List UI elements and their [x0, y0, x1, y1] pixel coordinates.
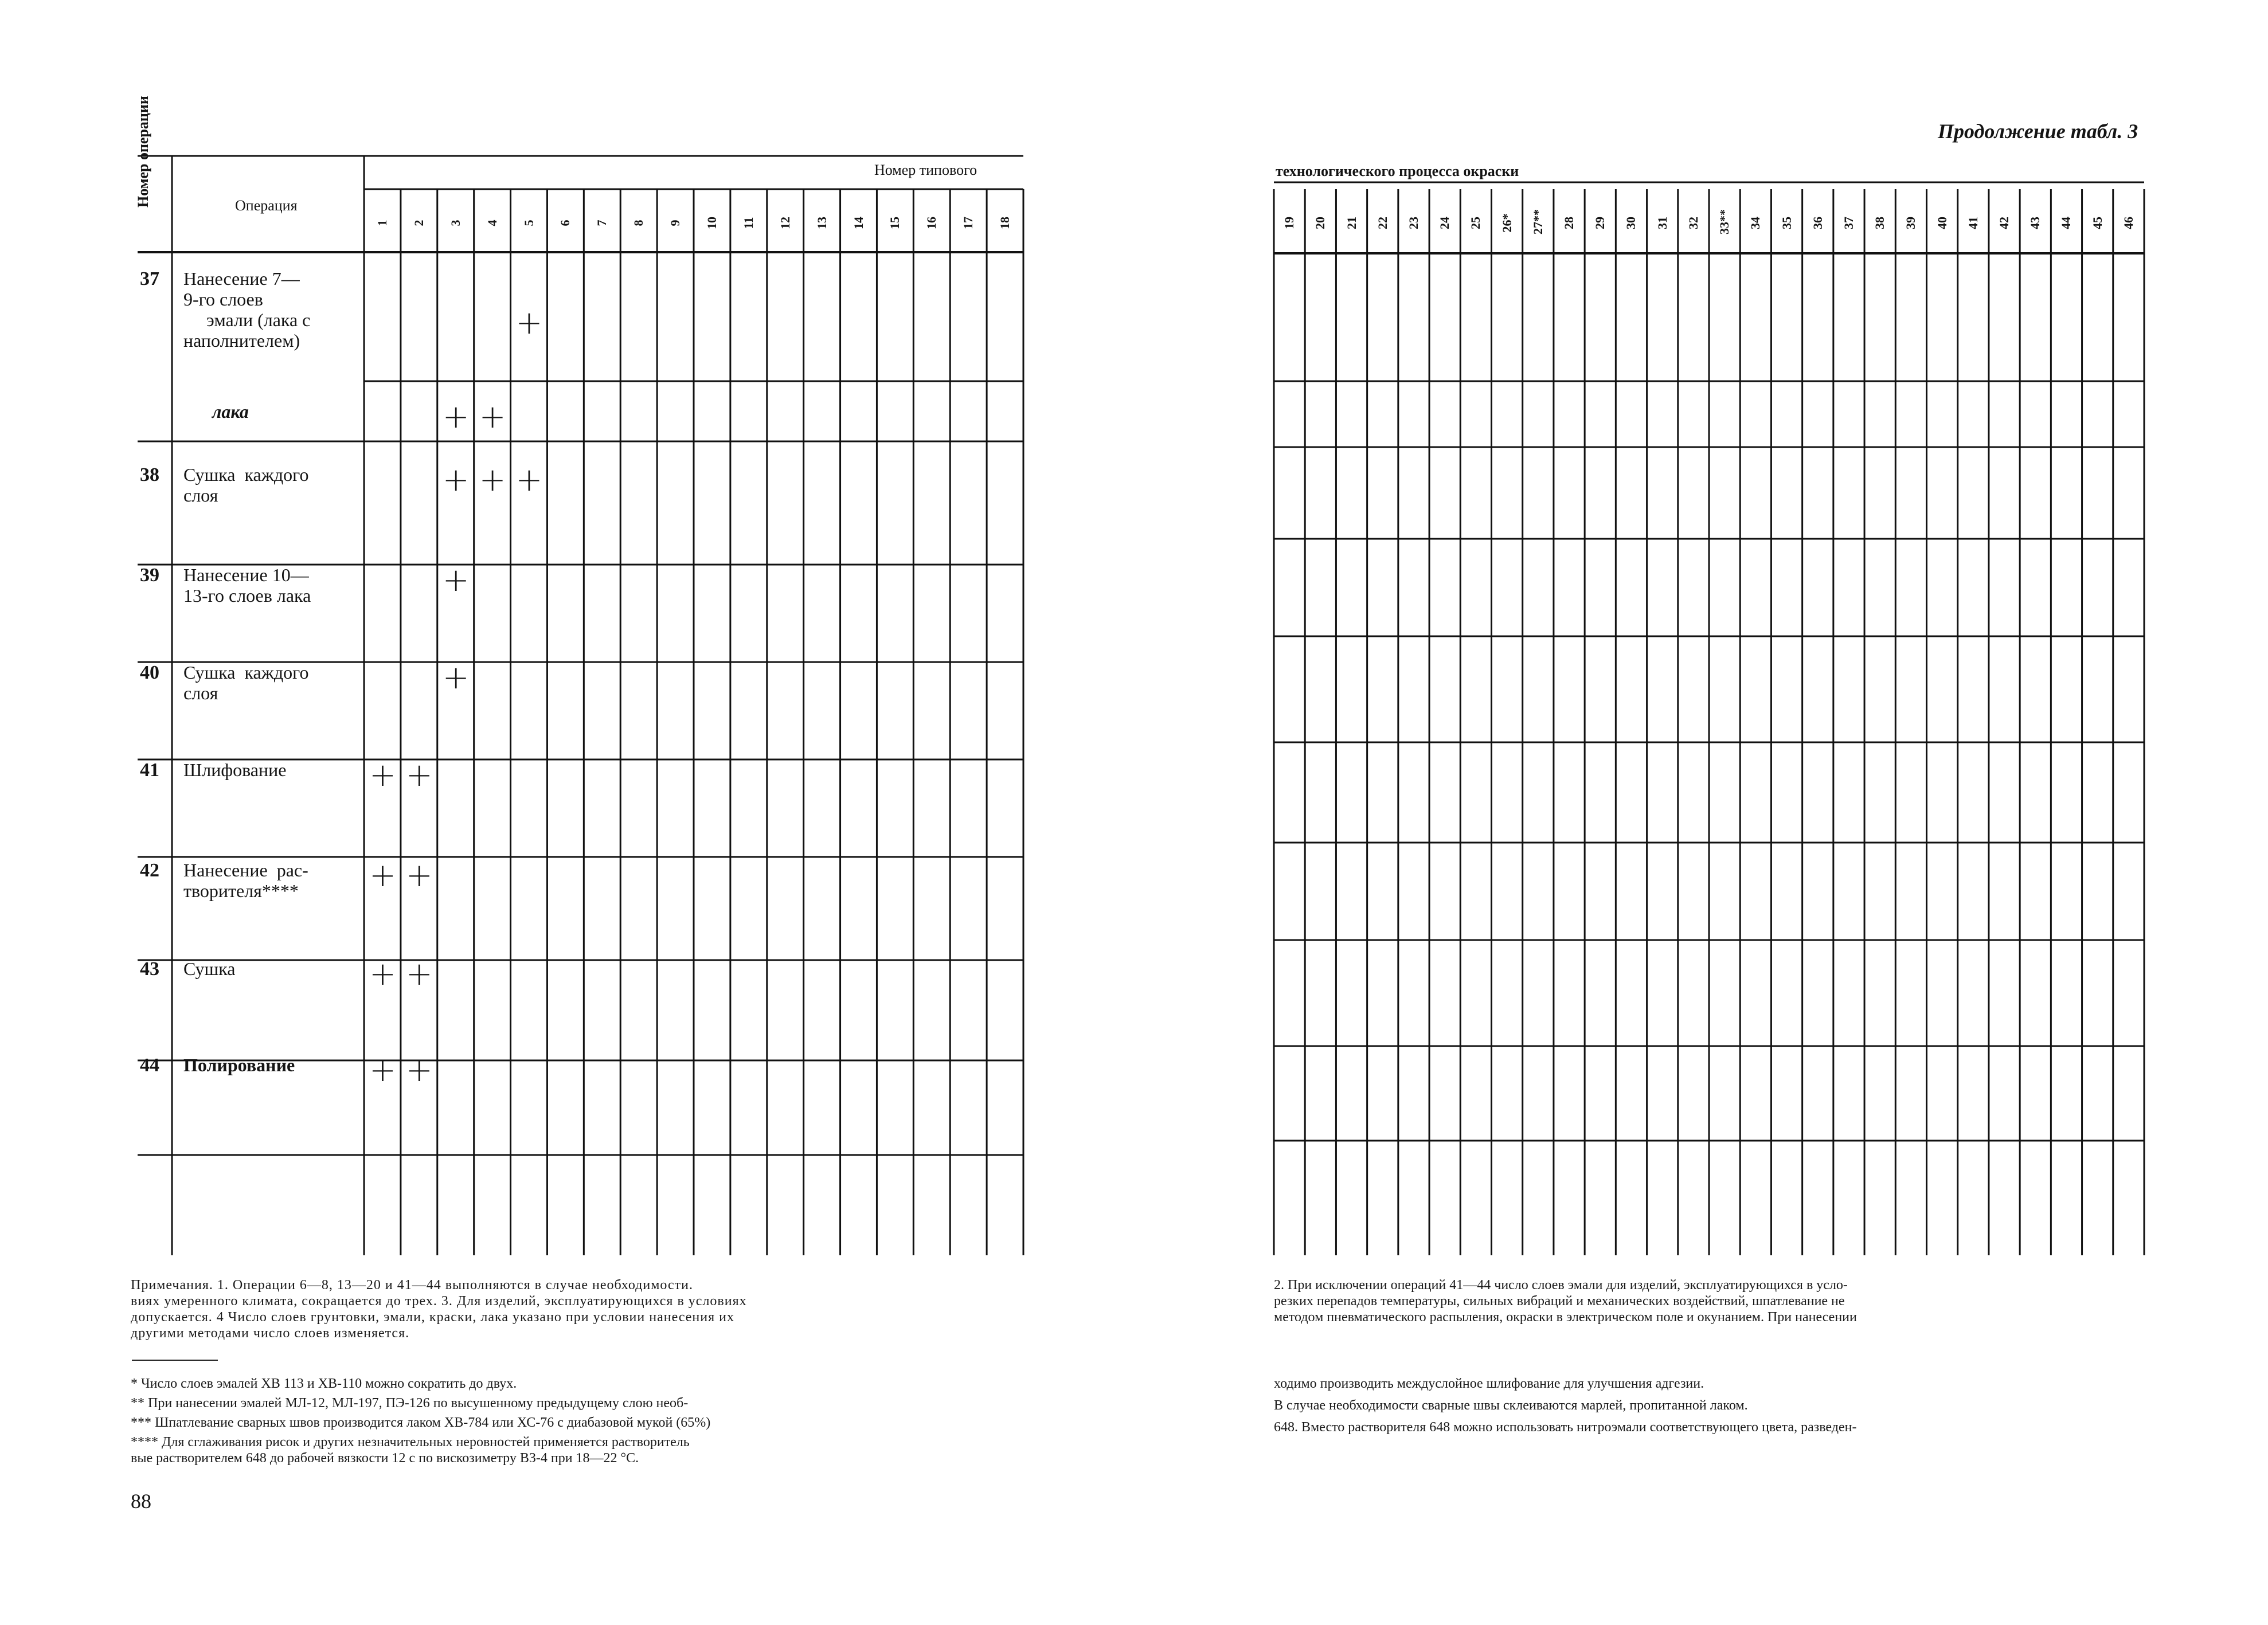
column-number: 40	[1934, 217, 1949, 229]
column-number: 25	[1468, 217, 1483, 229]
operation-number: 38	[140, 464, 159, 485]
operation-number: 43	[140, 958, 159, 980]
column-number: 33**	[1717, 209, 1732, 234]
column-number: 23	[1406, 217, 1421, 229]
plus-mark: +	[479, 398, 506, 436]
column-number: 30	[1624, 217, 1639, 229]
plus-mark: +	[405, 956, 433, 993]
column-number: 36	[1810, 217, 1825, 229]
column-number: 29	[1593, 217, 1608, 229]
header-op-number: Номер операции	[135, 96, 151, 207]
operation-name: Сушка каждого слоя	[183, 464, 309, 506]
column-number: 7	[595, 220, 609, 226]
plus-mark: +	[442, 398, 470, 436]
column-number: 45	[2090, 217, 2105, 229]
footnote: В случае необходимости сварные швы склеиваются марлей, пропитанной лаком.	[1274, 1398, 1748, 1413]
column-number: 32	[1686, 217, 1700, 229]
column-number: 42	[1997, 217, 2012, 229]
column-number: 1	[374, 220, 389, 226]
operation-name: Сушка каждого слоя	[183, 662, 309, 703]
header-operation: Операция	[235, 197, 298, 214]
column-number: 37	[1841, 217, 1856, 229]
column-number: 26*	[1499, 213, 1514, 233]
column-number: 19	[1282, 217, 1297, 229]
column-number: 10	[704, 217, 719, 229]
plus-mark: +	[369, 1052, 396, 1089]
column-number: 38	[1872, 217, 1887, 229]
column-number: 13	[814, 217, 829, 229]
column-number: 41	[1965, 217, 1980, 229]
operation-name: лака	[212, 401, 249, 422]
footnotes-right	[1274, 1376, 2168, 1435]
footnote: **** Для сглаживания рисок и других незначительных неровностей применяется растворитель	[131, 1435, 690, 1450]
operation-number: 41	[140, 759, 159, 781]
footnote: 648. Вместо растворителя 648 можно использовать нитроэмали соответствующего цвета, разведен-	[1274, 1420, 1857, 1435]
operation-name: Шлифование	[183, 759, 287, 780]
column-number: 46	[2121, 217, 2136, 229]
column-number: 9	[668, 220, 683, 226]
footnote: * Число слоев эмалей ХВ 113 и ХВ-110 можно сократить до двух.	[131, 1376, 517, 1391]
footnote: вые растворителем 648 до рабочей вязкости 12 с по вискозиметру ВЗ-4 при 18—22 °С.	[131, 1451, 639, 1466]
operation-name: Полирование	[183, 1055, 295, 1075]
plus-mark: +	[515, 304, 543, 342]
plus-mark: +	[369, 956, 396, 993]
plus-mark: +	[442, 461, 470, 499]
column-number: 35	[1779, 217, 1794, 229]
header-group-left: Номер типового	[874, 162, 977, 178]
footnote: ** При нанесении эмалей МЛ-12, МЛ-197, ПЭ-126 по высушенному предыдущему слою необ-	[131, 1396, 689, 1411]
column-number: 11	[741, 217, 756, 229]
column-number: 2	[411, 220, 426, 226]
plus-mark: +	[515, 461, 543, 499]
operation-number: 37	[140, 268, 159, 289]
operation-number: 44	[140, 1055, 159, 1076]
operation-number: 42	[140, 860, 159, 881]
column-number: 20	[1313, 217, 1328, 229]
column-number: 44	[2059, 217, 2074, 229]
plus-mark: +	[442, 562, 470, 599]
plus-mark: +	[369, 857, 396, 894]
plus-mark: +	[479, 461, 506, 499]
plus-mark: +	[442, 659, 470, 696]
header-group-right: технологического процесса окраски	[1276, 163, 1519, 179]
column-number: 3	[448, 220, 463, 226]
column-number: 21	[1344, 217, 1359, 229]
column-number: 24	[1437, 217, 1452, 229]
column-number: 8	[631, 220, 646, 226]
column-number: 5	[521, 220, 536, 226]
operation-name: Сушка	[183, 958, 236, 979]
column-number: 16	[924, 217, 939, 229]
column-number: 17	[961, 217, 976, 229]
operation-number: 40	[140, 662, 159, 683]
column-number: 39	[1903, 217, 1918, 229]
plus-mark: +	[405, 757, 433, 794]
notes-right: 2. При исключении операций 41—44 число слоев эмали для изделий, эксплуатирующихся в усло- резких перепадов температуры, сильных вибраций и механических воздействий, шпатлевание не методом пневматического распыления, окраски в электрическом поле и окунанием. При нанесении	[1274, 1278, 1857, 1325]
footnote-separator	[132, 1360, 218, 1361]
column-number: 31	[1655, 217, 1669, 229]
column-number: 4	[484, 220, 499, 226]
column-number: 43	[2028, 217, 2043, 229]
operation-name: Нанесение 10— 13-го слоев лака	[183, 565, 311, 606]
footnotes-left	[131, 1376, 1014, 1466]
column-number: 34	[1748, 217, 1763, 229]
footnote: *** Шпатлевание сварных швов производится лаком ХВ-784 или ХС-76 с диабазовой мукой (65%)	[131, 1415, 711, 1430]
column-number: 22	[1375, 217, 1390, 229]
operation-name: Нанесение рас- творителя****	[183, 860, 308, 901]
column-number: 28	[1562, 217, 1577, 229]
operation-number: 39	[140, 565, 159, 586]
continuation-caption: Продолжение табл. 3	[1938, 120, 2138, 143]
page-number: 88	[131, 1490, 151, 1513]
column-number: 27**	[1530, 209, 1545, 234]
column-number: 15	[887, 217, 902, 229]
column-number: 12	[777, 217, 792, 229]
notes-left: Примечания. 1. Операции 6—8, 13—20 и 41—44 выполняются в случае необходимости. виях умеренного климата, сокращается до трех. 3. Для изделий, эксплуатирующихся в условиях допускается. 4 Число слоев грунтовки, эмали, краски, лака указано при условии нанесения их другими методами число слоев изменяется.	[131, 1278, 747, 1341]
plus-mark: +	[405, 1052, 433, 1089]
column-number: 14	[851, 217, 866, 229]
plus-mark: +	[369, 757, 396, 794]
plus-mark: +	[405, 857, 433, 894]
operation-name: Нанесение 7— 9-го слоев эмали (лака с наполнителем)	[183, 268, 311, 351]
column-number: 6	[558, 220, 573, 226]
footnote: ходимо производить междуслойное шлифование для улучшения адгезии.	[1274, 1376, 1704, 1391]
column-number: 18	[998, 217, 1012, 229]
